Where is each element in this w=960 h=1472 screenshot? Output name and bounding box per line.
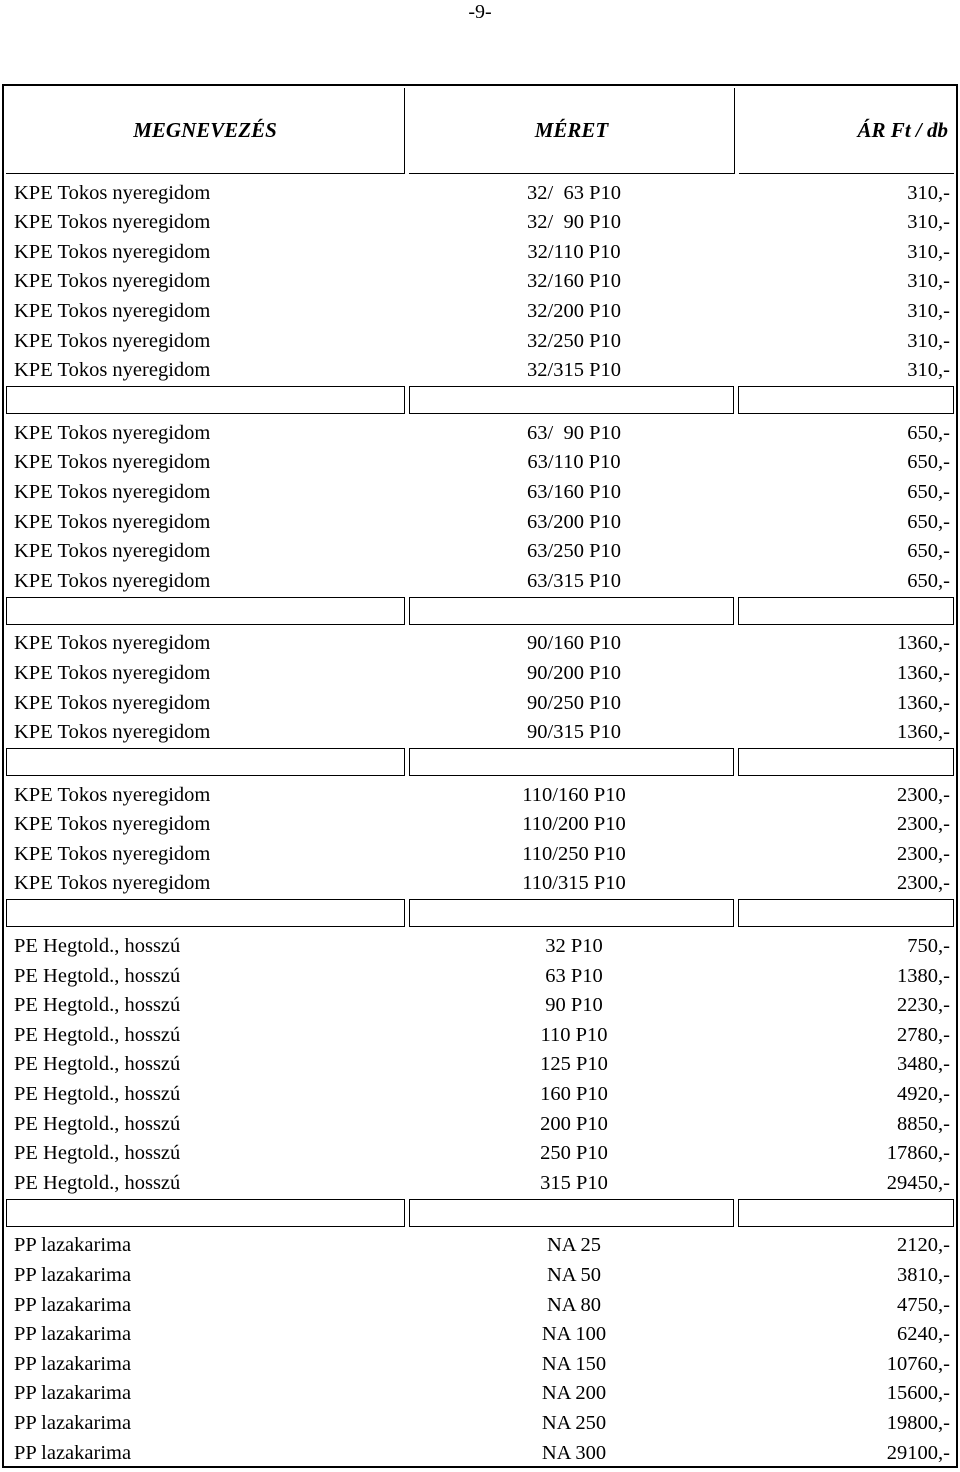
product-name-cell: KPE Tokos nyeregidom xyxy=(14,872,211,895)
price-cell: 2230,- xyxy=(897,994,950,1017)
product-name-cell: PE Hegtold., hosszú xyxy=(14,994,181,1017)
empty-cell xyxy=(409,386,734,414)
size-cell: 63/110 P10 xyxy=(527,451,621,474)
product-name-cell: PP lazakarima xyxy=(14,1264,132,1286)
size-cell: 63/ 90 P10 xyxy=(527,421,621,444)
product-name-cell: KPE Tokos nyeregidom xyxy=(14,813,211,836)
size-cell: NA 300 xyxy=(541,1441,607,1464)
price-cell: 310,- xyxy=(907,270,950,293)
product-name-cell: PE Hegtold., hosszú xyxy=(14,1083,181,1106)
product-name-cell: PP lazakarima xyxy=(14,1323,132,1346)
product-name-cell: KPE Tokos nyeregidom xyxy=(14,632,211,655)
size-cell: 90 P10 xyxy=(545,994,603,1017)
price-cell: 650,- xyxy=(907,451,950,474)
size-cell: 32/200 P10 xyxy=(527,299,621,322)
table-row xyxy=(4,808,956,838)
product-name-cell: KPE Tokos nyeregidom xyxy=(14,421,211,444)
price-cell: 1380,- xyxy=(897,964,950,987)
empty-cell xyxy=(738,899,954,927)
product-name-cell: KPE Tokos nyeregidom xyxy=(14,842,211,865)
table-row xyxy=(4,1377,956,1407)
product-name-cell: KPE Tokos nyeregidom xyxy=(14,510,211,533)
size-cell: 32/110 P10 xyxy=(527,240,621,263)
empty-cell xyxy=(6,1199,405,1227)
table-row xyxy=(4,837,956,867)
price-cell: 310,- xyxy=(907,181,950,204)
empty-cell xyxy=(409,597,734,625)
page-number: -9- xyxy=(468,1,492,23)
price-cell: 2300,- xyxy=(897,842,950,865)
group-separator-row xyxy=(4,745,956,778)
empty-cell xyxy=(6,386,405,414)
price-cell: 29100,- xyxy=(886,1441,950,1464)
size-cell: 110 P10 xyxy=(540,1023,608,1046)
group-separator-row xyxy=(4,1196,956,1229)
table-row xyxy=(4,416,956,446)
size-cell: 32/ 90 P10 xyxy=(527,211,621,234)
price-cell: 15600,- xyxy=(886,1382,950,1405)
product-name-cell: PE Hegtold., hosszú xyxy=(14,935,181,958)
empty-cell xyxy=(409,748,734,776)
price-cell: 1360,- xyxy=(897,691,950,714)
table-row xyxy=(4,778,956,808)
size-cell: 32 P10 xyxy=(545,935,603,958)
product-name-cell: PE Hegtold., hosszú xyxy=(14,1023,181,1046)
size-cell: 110/250 P10 xyxy=(522,842,626,865)
product-name-cell: KPE Tokos nyeregidom xyxy=(14,691,211,714)
price-cell: 4920,- xyxy=(897,1083,950,1106)
price-cell: 29450,- xyxy=(886,1171,950,1194)
table-row xyxy=(4,446,956,476)
empty-cell xyxy=(738,386,954,414)
table-row xyxy=(4,627,956,657)
table-row xyxy=(4,1107,956,1137)
product-name-cell: KPE Tokos nyeregidom xyxy=(14,480,211,503)
group-separator-row xyxy=(4,594,956,627)
table-row xyxy=(4,1048,956,1078)
table-row xyxy=(4,959,956,989)
price-cell: 8850,- xyxy=(897,1112,950,1135)
table-row xyxy=(4,354,956,384)
header-price: ÁR Ft / db xyxy=(739,88,954,174)
table-row xyxy=(4,1318,956,1348)
size-cell: 63/250 P10 xyxy=(527,540,621,563)
product-name-cell: KPE Tokos nyeregidom xyxy=(14,181,211,204)
table-row xyxy=(4,265,956,295)
price-cell: 650,- xyxy=(907,480,950,503)
table-row xyxy=(4,176,956,206)
product-name-cell: PE Hegtold., hosszú xyxy=(14,1053,181,1076)
price-cell: 650,- xyxy=(907,569,950,592)
table-body xyxy=(4,176,956,1466)
price-cell: 2120,- xyxy=(897,1234,950,1257)
empty-cell xyxy=(738,1199,954,1227)
price-cell: 3480,- xyxy=(897,1053,950,1076)
product-name-cell: KPE Tokos nyeregidom xyxy=(14,329,211,352)
price-cell: 1360,- xyxy=(897,661,950,684)
price-cell: 650,- xyxy=(907,421,950,444)
table-row xyxy=(4,1166,956,1196)
price-cell: 310,- xyxy=(907,299,950,322)
product-name-cell: PE Hegtold., hosszú xyxy=(14,1142,181,1165)
size-cell: 90/200 P10 xyxy=(527,661,621,684)
size-cell: 63/200 P10 xyxy=(527,510,621,533)
size-cell: NA 150 xyxy=(541,1352,607,1375)
empty-cell xyxy=(738,748,954,776)
price-cell: 650,- xyxy=(907,510,950,533)
product-name-cell: KPE Tokos nyeregidom xyxy=(14,211,211,234)
price-cell: 310,- xyxy=(907,240,950,263)
price-cell: 10760,- xyxy=(886,1352,950,1375)
table-row xyxy=(4,1018,956,1048)
size-cell: NA 100 xyxy=(541,1323,607,1346)
table-row xyxy=(4,294,956,324)
empty-cell xyxy=(409,899,734,927)
table-row xyxy=(4,505,956,535)
size-cell: 32/315 P10 xyxy=(527,359,621,382)
table-row xyxy=(4,656,956,686)
table-row xyxy=(4,867,956,897)
price-table xyxy=(2,84,958,1468)
group-separator-row xyxy=(4,896,956,929)
table-row xyxy=(4,1288,956,1318)
price-cell: 2780,- xyxy=(897,1023,950,1046)
price-cell: 2300,- xyxy=(897,872,950,895)
size-cell: 90/160 P10 xyxy=(527,632,621,655)
size-cell: 315 P10 xyxy=(540,1171,608,1194)
size-cell: 110/160 P10 xyxy=(522,783,626,806)
table-row xyxy=(4,1229,956,1259)
table-row xyxy=(4,1347,956,1377)
product-name-cell: KPE Tokos nyeregidom xyxy=(14,721,211,744)
product-name-cell: PE Hegtold., hosszú xyxy=(14,1171,181,1194)
size-cell: NA 50 xyxy=(546,1264,602,1286)
header-name: MEGNEVEZÉS xyxy=(6,88,405,174)
size-cell: 63/315 P10 xyxy=(527,569,621,592)
product-name-cell: KPE Tokos nyeregidom xyxy=(14,299,211,322)
size-cell: 110/200 P10 xyxy=(522,813,626,836)
size-cell: 125 P10 xyxy=(540,1053,608,1076)
table-row xyxy=(4,235,956,265)
table-row xyxy=(4,1258,956,1288)
size-cell: NA 25 xyxy=(546,1234,602,1257)
price-cell: 2300,- xyxy=(897,813,950,836)
size-cell: NA 200 xyxy=(541,1382,607,1405)
size-cell: 90/315 P10 xyxy=(527,721,621,744)
product-name-cell: PP lazakarima xyxy=(14,1293,132,1316)
product-name-cell: PP lazakarima xyxy=(14,1352,132,1375)
size-cell: 63/160 P10 xyxy=(527,480,621,503)
size-cell: 110/315 P10 xyxy=(522,872,626,895)
price-cell: 1360,- xyxy=(897,632,950,655)
product-name-cell: KPE Tokos nyeregidom xyxy=(14,783,211,806)
table-header xyxy=(4,86,956,176)
price-cell: 17860,- xyxy=(886,1142,950,1165)
table-row xyxy=(4,206,956,236)
price-cell: 19800,- xyxy=(886,1411,950,1434)
product-name-cell: PP lazakarima xyxy=(14,1234,132,1257)
empty-cell xyxy=(409,1199,734,1227)
product-name-cell: KPE Tokos nyeregidom xyxy=(14,661,211,684)
size-cell: 63 P10 xyxy=(545,964,603,987)
size-cell: NA 250 xyxy=(541,1411,607,1434)
product-name-cell: PP lazakarima xyxy=(14,1382,132,1405)
price-cell: 310,- xyxy=(907,359,950,382)
product-name-cell: PE Hegtold., hosszú xyxy=(14,1112,181,1135)
table-row xyxy=(4,929,956,959)
table-row xyxy=(4,535,956,565)
table-row xyxy=(4,989,956,1019)
table-row xyxy=(4,1436,956,1466)
price-cell: 750,- xyxy=(907,935,950,958)
group-separator-row xyxy=(4,383,956,416)
product-name-cell: PP lazakarima xyxy=(14,1441,132,1464)
table-row xyxy=(4,716,956,746)
product-name-cell: KPE Tokos nyeregidom xyxy=(14,359,211,382)
table-row xyxy=(4,1406,956,1436)
size-cell: 200 P10 xyxy=(540,1112,608,1135)
price-cell: 6240,- xyxy=(897,1323,950,1346)
empty-cell xyxy=(6,748,405,776)
size-cell: 90/250 P10 xyxy=(527,691,621,714)
table-row xyxy=(4,1077,956,1107)
size-cell: 32/ 63 P10 xyxy=(527,181,621,204)
table-row xyxy=(4,475,956,505)
table-row xyxy=(4,686,956,716)
empty-cell xyxy=(6,597,405,625)
price-cell: 4750,- xyxy=(897,1293,950,1316)
header-size: MÉRET xyxy=(409,88,735,174)
empty-cell xyxy=(738,597,954,625)
size-cell: NA 80 xyxy=(546,1293,602,1316)
price-cell: 1360,- xyxy=(897,721,950,744)
product-name-cell: KPE Tokos nyeregidom xyxy=(14,540,211,563)
price-cell: 3810,- xyxy=(897,1264,950,1286)
table-row xyxy=(4,324,956,354)
product-name-cell: KPE Tokos nyeregidom xyxy=(14,451,211,474)
size-cell: 250 P10 xyxy=(540,1142,608,1165)
product-name-cell: KPE Tokos nyeregidom xyxy=(14,240,211,263)
price-cell: 310,- xyxy=(907,211,950,234)
table-row xyxy=(4,564,956,594)
price-cell: 650,- xyxy=(907,540,950,563)
product-name-cell: PE Hegtold., hosszú xyxy=(14,964,181,987)
product-name-cell: KPE Tokos nyeregidom xyxy=(14,270,211,293)
price-cell: 2300,- xyxy=(897,783,950,806)
size-cell: 160 P10 xyxy=(540,1083,608,1106)
size-cell: 32/160 P10 xyxy=(527,270,621,293)
price-cell: 310,- xyxy=(907,329,950,352)
empty-cell xyxy=(6,899,405,927)
product-name-cell: KPE Tokos nyeregidom xyxy=(14,569,211,592)
size-cell: 32/250 P10 xyxy=(527,329,621,352)
table-row xyxy=(4,1137,956,1167)
product-name-cell: PP lazakarima xyxy=(14,1411,132,1434)
